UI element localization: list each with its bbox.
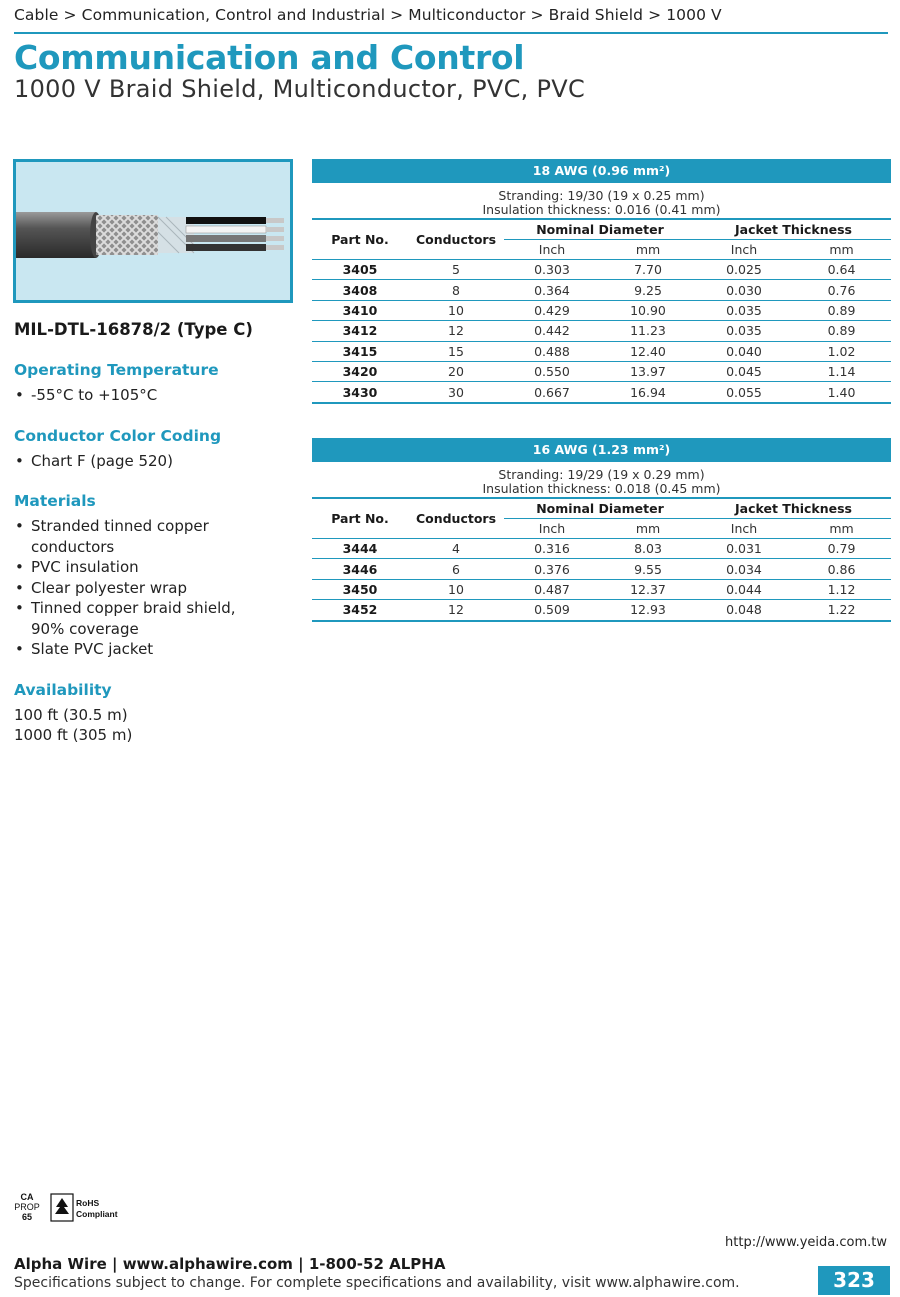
part-number-cell: 3410 [312, 300, 408, 320]
conductors-cell: 15 [408, 341, 504, 361]
jacket-mm-cell: 0.89 [792, 321, 891, 341]
unit-inch-header: Inch [696, 519, 792, 539]
jacket-inch-cell: 0.044 [696, 579, 792, 599]
jacket-mm-cell: 0.89 [792, 300, 891, 320]
unit-inch-header: Inch [504, 519, 600, 539]
jacket-inch-cell: 0.040 [696, 341, 792, 361]
availability-line: 1000 ft (305 m) [14, 726, 133, 744]
diameter-mm-cell: 13.97 [600, 361, 696, 381]
list-item: • Clear polyester wrap [14, 578, 294, 599]
spec-table [312, 220, 891, 404]
jacket-inch-cell: 0.034 [696, 559, 792, 579]
unit-inch-header: Inch [504, 240, 600, 260]
footer-contact: Alpha Wire | www.alphawire.com | 1-800-52 ALPHA [14, 1255, 446, 1273]
table-row [312, 341, 891, 361]
jacket-mm-cell: 1.12 [792, 579, 891, 599]
availability-list [14, 705, 294, 746]
insulation-text: Insulation thickness: 0.018 (0.45 mm) [482, 481, 721, 496]
jacket-inch-cell: 0.045 [696, 361, 792, 381]
jacket-mm-cell: 0.79 [792, 539, 891, 559]
part-number-cell: 3450 [312, 579, 408, 599]
jacket-thickness-header: Jacket Thickness [696, 499, 891, 519]
diameter-inch-cell: 0.667 [504, 382, 600, 403]
unit-inch-header: Inch [696, 240, 792, 260]
jacket-inch-cell: 0.035 [696, 321, 792, 341]
conductors-cell: 6 [408, 559, 504, 579]
part-no-header: Part No. [312, 220, 408, 260]
jacket-inch-cell: 0.030 [696, 280, 792, 300]
rohs-icon [51, 1194, 73, 1221]
unit-mm-header: mm [792, 240, 891, 260]
footer-note: Specifications subject to change. For complete specifications and availability, visit www.alphawire.com. [14, 1275, 740, 1291]
conductors-cell: 5 [408, 260, 504, 280]
jacket-mm-cell: 1.22 [792, 600, 891, 621]
table-row [312, 600, 891, 621]
page-title: Communication and Control [14, 38, 525, 77]
list-item: • PVC insulation [14, 557, 294, 578]
unit-mm-header: mm [792, 519, 891, 539]
color-coding-heading: Conductor Color Coding [14, 426, 222, 445]
table-row [312, 539, 891, 559]
part-number-cell: 3408 [312, 280, 408, 300]
compliance-logos [13, 1191, 133, 1225]
jacket-inch-cell: 0.048 [696, 600, 792, 621]
unit-mm-header: mm [600, 519, 696, 539]
jacket-mm-cell: 0.64 [792, 260, 891, 280]
table-body [312, 260, 891, 403]
header-divider [14, 32, 888, 34]
conductors-cell: 12 [408, 600, 504, 621]
page-subtitle: 1000 V Braid Shield, Multiconductor, PVC, PVC [14, 75, 586, 103]
ca-prop65-line2: PROP [14, 1202, 40, 1212]
list-item: • Tinned copper braid shield, 90% coverage [14, 598, 256, 639]
operating-temperature-list [14, 385, 294, 406]
diameter-inch-cell: 0.303 [504, 260, 600, 280]
diameter-inch-cell: 0.488 [504, 341, 600, 361]
conductors-cell: 10 [408, 579, 504, 599]
awg-heading: 18 AWG (0.96 mm²) [312, 159, 891, 183]
availability-heading: Availability [14, 680, 112, 699]
stranding-info [312, 462, 891, 499]
list-item: • Stranded tinned copper conductors [14, 516, 231, 557]
part-number-cell: 3430 [312, 382, 408, 403]
part-number-cell: 3415 [312, 341, 408, 361]
diameter-mm-cell: 12.37 [600, 579, 696, 599]
color-coding-list [14, 451, 294, 472]
conductors-header: Conductors [408, 220, 504, 260]
diameter-inch-cell: 0.442 [504, 321, 600, 341]
rohs-line2: Compliant [76, 1209, 118, 1219]
operating-temperature-heading: Operating Temperature [14, 361, 219, 379]
diameter-inch-cell: 0.509 [504, 600, 600, 621]
stranding-info [312, 183, 891, 220]
conductors-cell: 8 [408, 280, 504, 300]
ca-prop65-line1: CA [20, 1192, 34, 1202]
diameter-mm-cell: 12.93 [600, 600, 696, 621]
part-number-cell: 3452 [312, 600, 408, 621]
mil-spec-title: MIL-DTL-16878/2 (Type C) [14, 320, 253, 339]
jacket-inch-cell: 0.035 [696, 300, 792, 320]
jacket-mm-cell: 0.86 [792, 559, 891, 579]
awg-heading: 16 AWG (1.23 mm²) [312, 438, 891, 462]
diameter-mm-cell: 8.03 [600, 539, 696, 559]
table-row [312, 280, 891, 300]
part-number-cell: 3420 [312, 361, 408, 381]
conductors-header: Conductors [408, 499, 504, 539]
table-row [312, 382, 891, 403]
table-row [312, 361, 891, 381]
materials-heading: Materials [14, 492, 96, 510]
diameter-mm-cell: 12.40 [600, 341, 696, 361]
jacket-mm-cell: 1.02 [792, 341, 891, 361]
part-number-cell: 3412 [312, 321, 408, 341]
jacket-mm-cell: 1.40 [792, 382, 891, 403]
list-item: • Slate PVC jacket [14, 639, 294, 660]
list-item: • Chart F (page 520) [14, 451, 294, 472]
jacket-inch-cell: 0.025 [696, 260, 792, 280]
table-row [312, 579, 891, 599]
table-body [312, 539, 891, 621]
rohs-line1: RoHS [76, 1198, 100, 1208]
spec-table [312, 499, 891, 622]
jacket-mm-cell: 1.14 [792, 361, 891, 381]
diameter-mm-cell: 16.94 [600, 382, 696, 403]
unit-mm-header: mm [600, 240, 696, 260]
diameter-mm-cell: 11.23 [600, 321, 696, 341]
ca-prop65-line3: 65 [21, 1212, 33, 1222]
jacket-mm-cell: 0.76 [792, 280, 891, 300]
diameter-mm-cell: 10.90 [600, 300, 696, 320]
diameter-mm-cell: 9.25 [600, 280, 696, 300]
nominal-diameter-header: Nominal Diameter [504, 499, 696, 519]
materials-list [14, 516, 294, 660]
part-number-cell: 3405 [312, 260, 408, 280]
nominal-diameter-header: Nominal Diameter [504, 220, 696, 240]
table-row [312, 300, 891, 320]
diameter-mm-cell: 9.55 [600, 559, 696, 579]
table-row [312, 559, 891, 579]
stranding-text: Stranding: 19/29 (19 x 0.29 mm) [498, 467, 705, 482]
diameter-mm-cell: 7.70 [600, 260, 696, 280]
diameter-inch-cell: 0.376 [504, 559, 600, 579]
diameter-inch-cell: 0.487 [504, 579, 600, 599]
jacket-thickness-header: Jacket Thickness [696, 220, 891, 240]
conductors-cell: 10 [408, 300, 504, 320]
conductors-cell: 20 [408, 361, 504, 381]
diameter-inch-cell: 0.364 [504, 280, 600, 300]
list-item: • -55°C to +105°C [14, 385, 294, 406]
conductors-cell: 12 [408, 321, 504, 341]
jacket-inch-cell: 0.055 [696, 382, 792, 403]
part-number-cell: 3446 [312, 559, 408, 579]
table-row [312, 260, 891, 280]
diameter-inch-cell: 0.429 [504, 300, 600, 320]
awg-16-table [312, 438, 891, 622]
jacket-inch-cell: 0.031 [696, 539, 792, 559]
awg-18-table [312, 159, 891, 404]
spec-sidebar [14, 320, 294, 767]
conductors-cell: 30 [408, 382, 504, 403]
conductors-cell: 4 [408, 539, 504, 559]
diameter-inch-cell: 0.316 [504, 539, 600, 559]
breadcrumb[interactable]: Cable > Communication, Control and Industrial > Multiconductor > Braid Shield > 1000 V [14, 6, 722, 24]
insulation-text: Insulation thickness: 0.016 (0.41 mm) [482, 202, 721, 217]
availability-line: 100 ft (30.5 m) [14, 705, 128, 724]
part-number-cell: 3444 [312, 539, 408, 559]
cable-product-image [13, 159, 293, 303]
watermark-url[interactable]: http://www.yeida.com.tw [725, 1235, 887, 1250]
stranding-text: Stranding: 19/30 (19 x 0.25 mm) [498, 188, 705, 203]
table-row [312, 321, 891, 341]
diameter-inch-cell: 0.550 [504, 361, 600, 381]
page-number: 323 [818, 1266, 890, 1295]
part-no-header: Part No. [312, 499, 408, 539]
